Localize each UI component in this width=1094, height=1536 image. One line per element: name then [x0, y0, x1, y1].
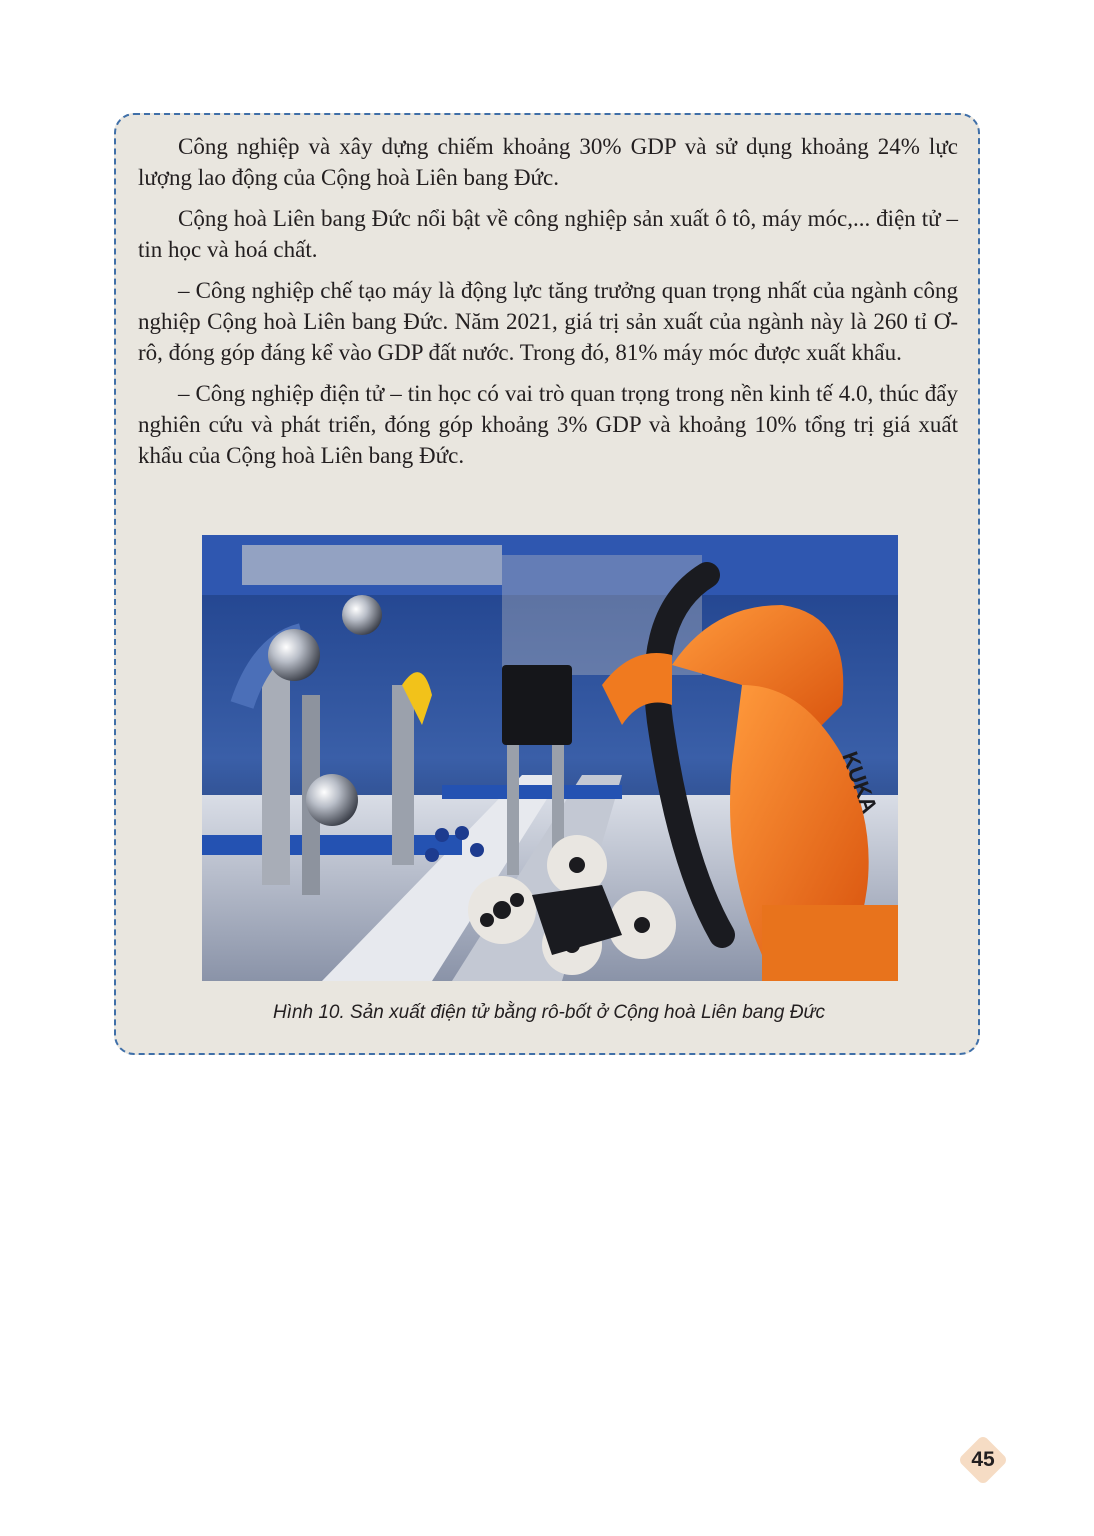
paragraph-industry-share: Công nghiệp và xây dựng chiếm khoảng 30% GDP và sử dụng khoảng 24% lực lượng lao động của Cộng hoà Liên bang Đức. — [138, 134, 958, 190]
robot-factory-photo — [202, 535, 898, 981]
page-number-badge — [957, 1434, 1009, 1486]
paragraph-key-industries: Cộng hoà Liên bang Đức nổi bật về công nghiệp sản xuất ô tô, máy móc,... điện tử – tin học và hoá chất. — [138, 206, 958, 262]
robot-brand-text: KUKA — [837, 748, 883, 817]
paragraph-electronics: – Công nghiệp điện tử – tin học có vai trò quan trọng trong nền kinh tế 4.0, thúc đẩy nghiên cứu và phát triển, đóng góp khoảng 3% GDP và khoảng 10% tổng trị giá xuất khẩu của Cộng hoà Liên bang Đức. — [138, 381, 958, 468]
page-number: 45 — [971, 1448, 995, 1471]
figure-caption: Hình 10. Sản xuất điện tử bằng rô-bốt ở Cộng hoà Liên bang Đức — [272, 1002, 826, 1023]
paragraph-machine-building: – Công nghiệp chế tạo máy là động lực tăng trưởng quan trọng nhất của ngành công nghiệp Cộng hoà Liên bang Đức. Năm 2021, giá trị sản xuất của ngành này là 260 tỉ Ơ-rô, đóng góp đáng kể vào GDP đất nước. Trong đó, 81% máy móc được xuất khẩu. — [138, 278, 958, 365]
content-box — [114, 113, 980, 1055]
text-block — [138, 131, 958, 481]
